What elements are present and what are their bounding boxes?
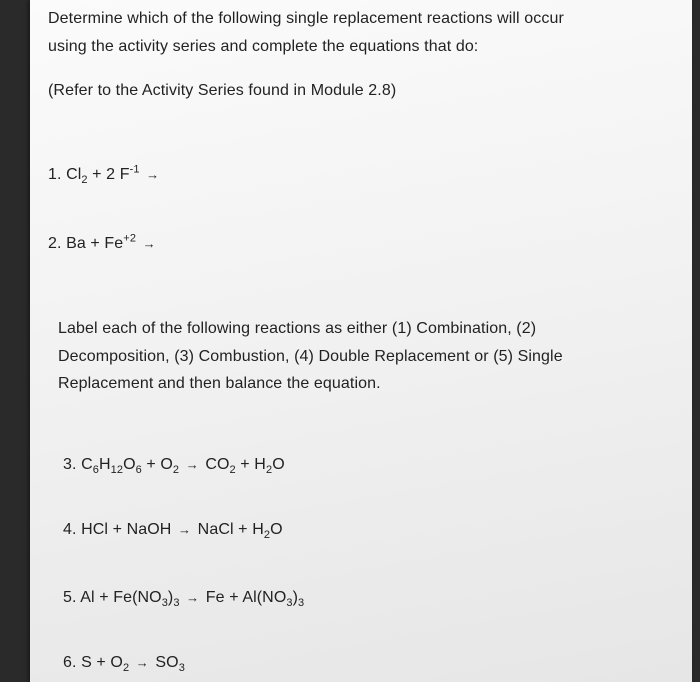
equation-6: 6. $S + O_2 \to SO_3$	[63, 654, 185, 675]
worksheet-page	[30, 0, 692, 682]
equation-1: 1. $Cl_2 + 2$ $F^{-1}$ →	[48, 163, 160, 187]
instructions-line-1: Determine which of the following single replacement reactions will occur	[48, 10, 564, 27]
equation-5: 5. $Al + Fe(NO_3)_3 \to Fe + Al(NO_3)_3$	[63, 589, 305, 610]
instructions-2-line-1: Label each of the following reactions as either (1) Combination, (2)	[58, 320, 537, 337]
equation-3: 3. $C_6H_{12}O_6 + O_2 \to CO_2 + H_2O$	[63, 456, 285, 477]
instructions-2-line-2: Decomposition, (3) Combustion, (4) Double Replacement or (5) Single	[58, 348, 563, 365]
equation-2: 2. $Ba + Fe^{+2}$ →	[48, 232, 156, 252]
equation-4: 4. HCl + NaOH → NaCl + $H_2O$	[63, 521, 283, 542]
module-reference-note: (Refer to the Activity Series found in Module 2.8)	[48, 82, 397, 99]
instructions-2-line-3: Replacement and then balance the equation.	[58, 375, 381, 392]
instructions-line-2: using the activity series and complete the equations that do:	[48, 38, 479, 55]
